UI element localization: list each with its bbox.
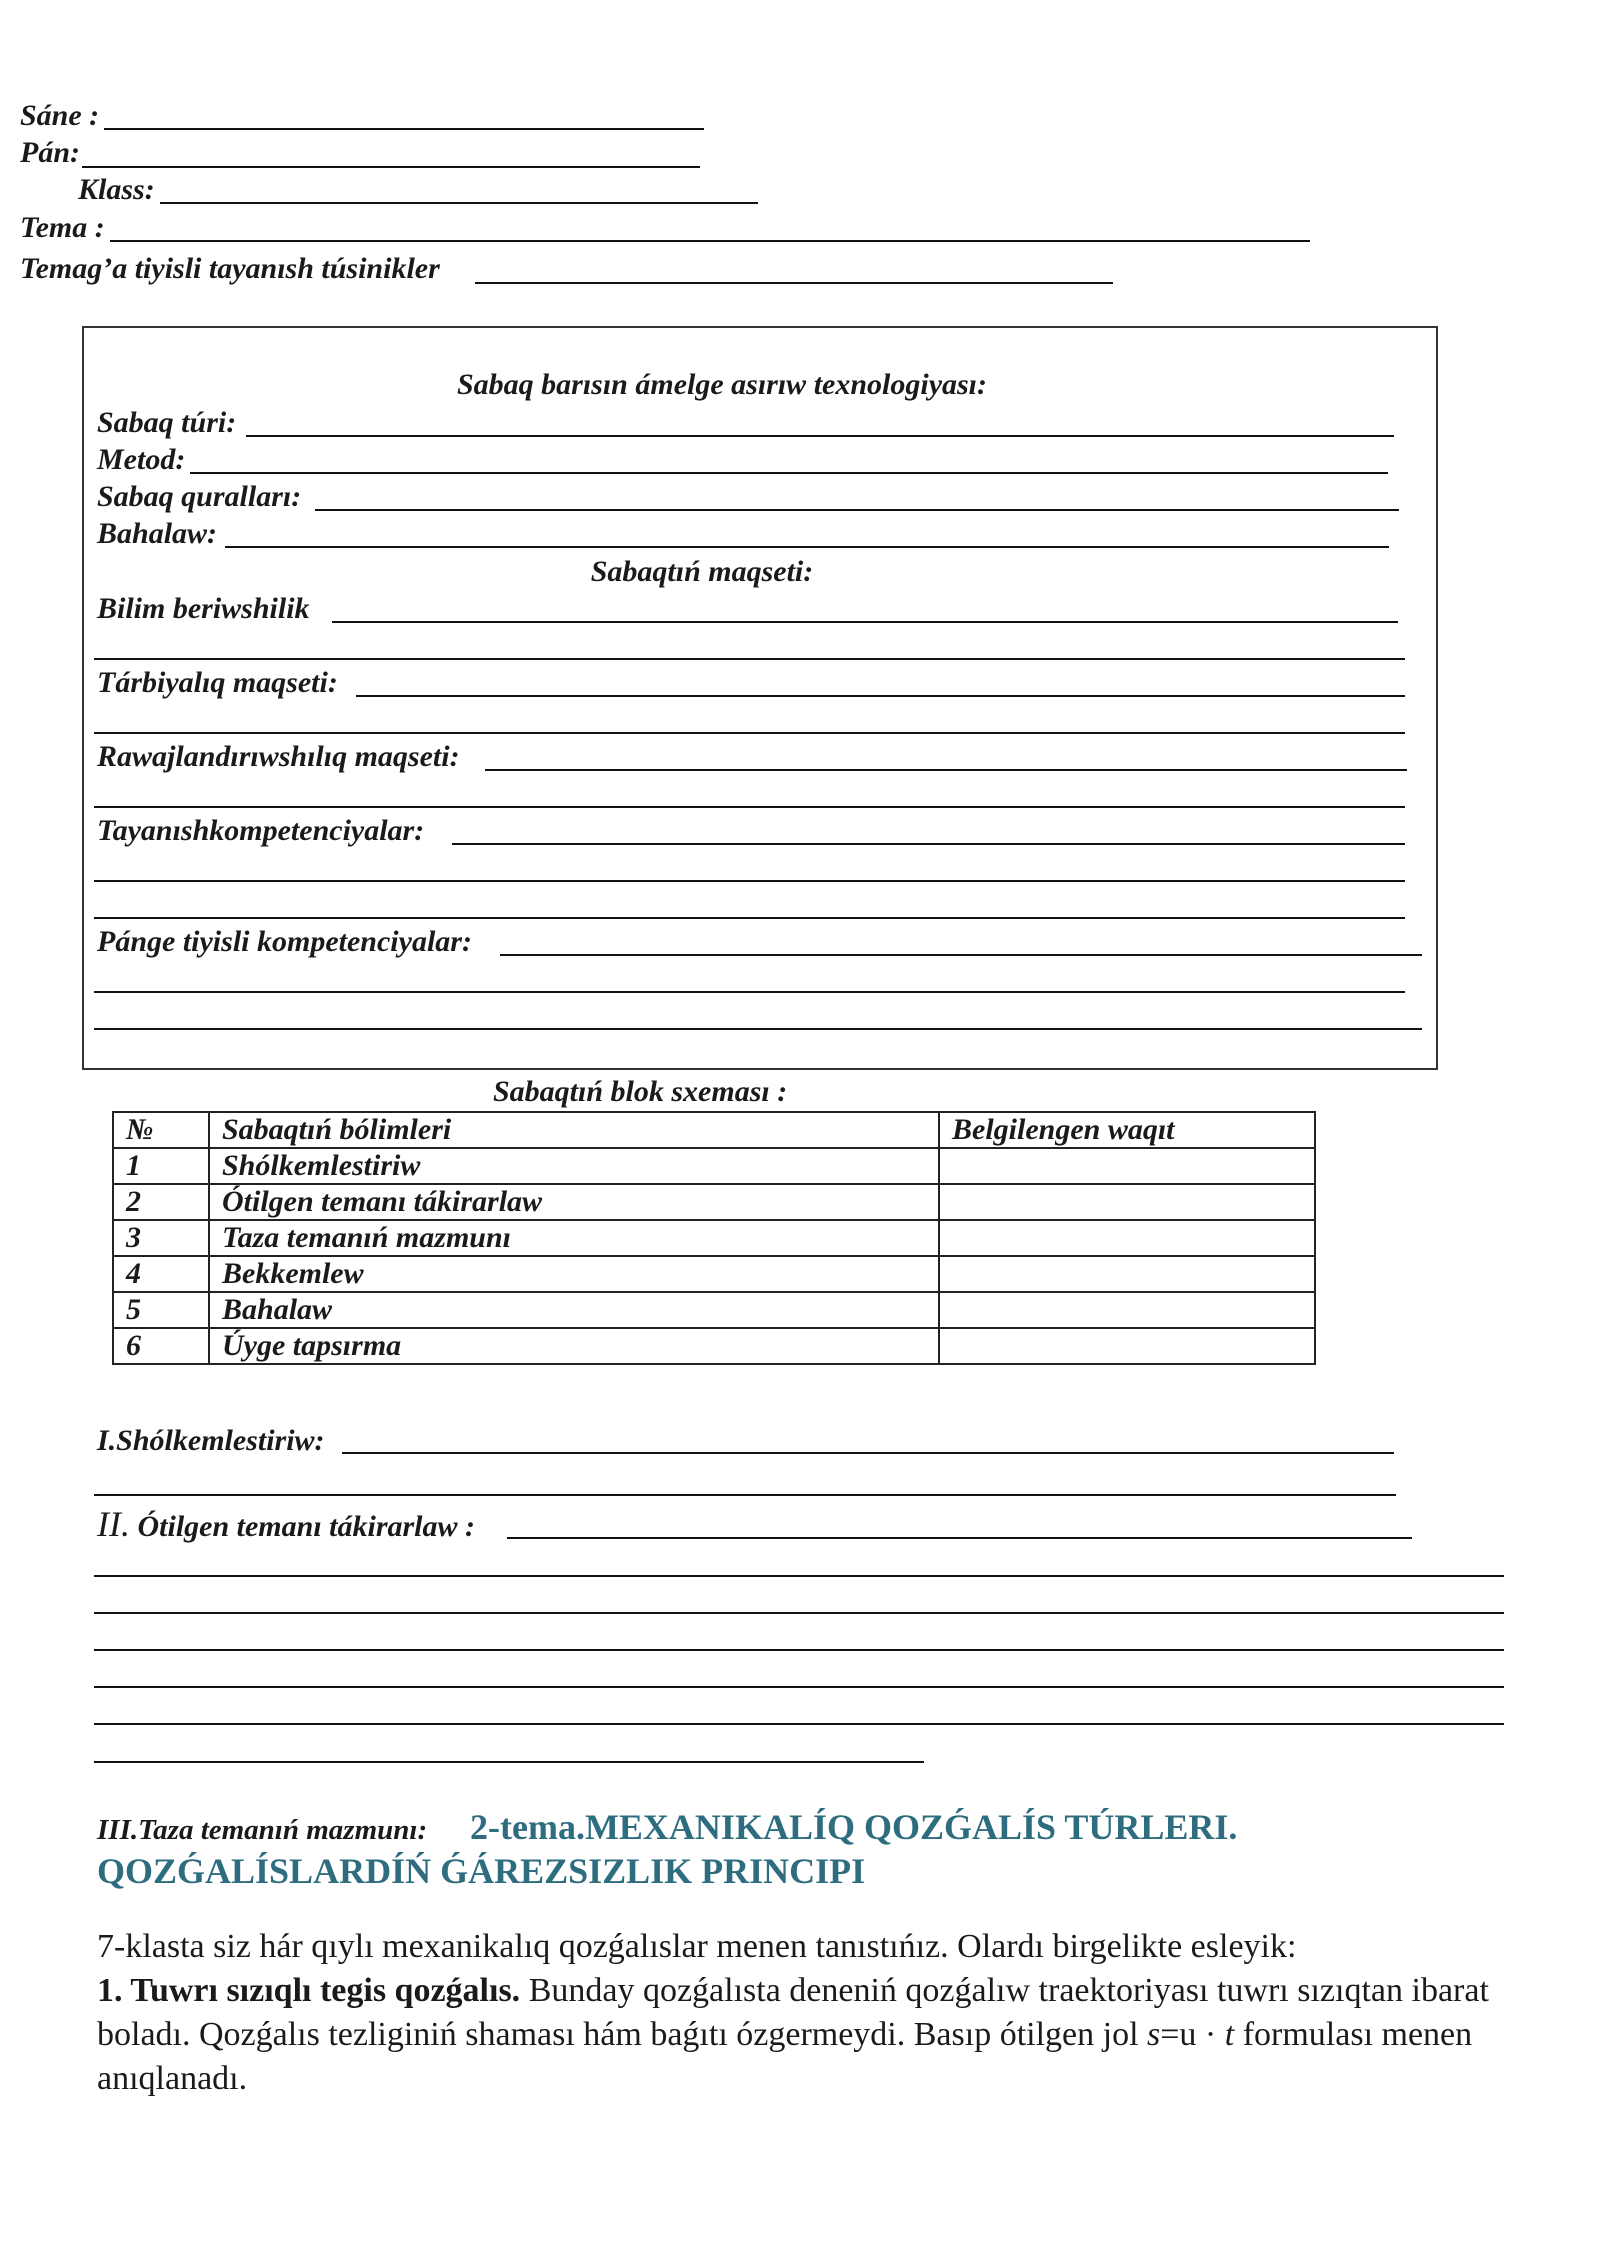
table-row: [113, 1220, 1315, 1256]
row-time[interactable]: [939, 1184, 1315, 1220]
review-line-6[interactable]: [94, 1723, 1504, 1725]
table-row: [113, 1256, 1315, 1292]
row-number: 4: [113, 1256, 209, 1292]
goal-title: Sabaqtıń maqseti:: [590, 555, 814, 588]
review-label: [97, 1504, 476, 1544]
review-line-5[interactable]: [94, 1686, 1504, 1688]
row-section: Taza temanıń mazmunı: [209, 1220, 939, 1256]
row-section: Bekkemlew: [209, 1256, 939, 1292]
formula-mid: =u ·: [1160, 2016, 1225, 2053]
row-number: 6: [113, 1328, 209, 1364]
review-text: Ótilgen temanı tákirarlaw :: [129, 1510, 476, 1543]
assessment-label: Bahalaw:: [97, 517, 218, 550]
educational-goal-line[interactable]: [332, 621, 1398, 623]
lesson-tools-label: Sabaq quralları:: [97, 480, 302, 513]
table-row: [113, 1184, 1315, 1220]
core-competencies-label: Tayanıshkompetenciyalar:: [97, 814, 425, 847]
subject-label: Pán:: [20, 136, 80, 169]
subject-competencies-label: Pánge tiyisli kompetenciyalar:: [97, 925, 472, 958]
formula-tail: formulası menen anıqlanadı.: [97, 2016, 1473, 2097]
table-header-row: [113, 1112, 1315, 1148]
review-line-3[interactable]: [94, 1612, 1504, 1614]
row-section: Bahalaw: [209, 1292, 939, 1328]
developmental-goal-label: Rawajlandırıwshılıq maqseti:: [97, 740, 460, 773]
assessment-line[interactable]: [225, 546, 1389, 548]
header-sections: Sabaqtıń bólimleri: [209, 1112, 939, 1148]
row-section: Úyge tapsırma: [209, 1328, 939, 1364]
body-text: [97, 1925, 1517, 2101]
developmental-goal-line[interactable]: [485, 769, 1407, 771]
topic-line[interactable]: [110, 240, 1310, 242]
plan-title: Sabaq barısın ámelge asırıw texnologiyası:: [456, 368, 988, 401]
lesson-tools-line[interactable]: [315, 509, 1399, 511]
organization-line-2[interactable]: [94, 1494, 1396, 1496]
review-line-4[interactable]: [94, 1649, 1504, 1651]
topic-heading-line-1: 2-tema.MEXANIKALÍQ QOZǴALÍS TÚRLERI.: [470, 1807, 1238, 1847]
new-topic-label: III.Taza temanıń mazmunı:: [97, 1814, 428, 1846]
header-number: №: [113, 1112, 209, 1148]
method-label: Metod:: [97, 443, 186, 476]
intro-paragraph: 7-klasta siz hár qıylı mexanikalıq qozǵalıslar menen tanıstıńız. Olardı birgelikte esleyik:: [97, 1928, 1297, 1965]
row-time[interactable]: [939, 1292, 1315, 1328]
row-time[interactable]: [939, 1256, 1315, 1292]
block-scheme-table: [112, 1111, 1316, 1365]
core-competencies-line-2[interactable]: [94, 880, 1405, 882]
date-label: Sáne :: [20, 99, 100, 132]
topic-heading-line-2: QOZǴALÍSLARDÍŃ ǴÁREZSIZLIK PRINCIPI: [97, 1851, 866, 1891]
row-number: 5: [113, 1292, 209, 1328]
subject-competencies-line-2[interactable]: [94, 991, 1405, 993]
class-line[interactable]: [160, 202, 758, 204]
topic-label: Tema :: [20, 211, 105, 244]
organization-label: I.Shólkemlestiriw:: [97, 1424, 325, 1457]
table-row: [113, 1328, 1315, 1364]
method-line[interactable]: [190, 472, 1388, 474]
subject-competencies-line[interactable]: [500, 954, 1422, 956]
organization-line[interactable]: [342, 1452, 1394, 1454]
lesson-type-label: Sabaq túri:: [97, 406, 237, 439]
developmental-goal-line-2[interactable]: [94, 806, 1405, 808]
review-line[interactable]: [507, 1537, 1412, 1539]
row-time[interactable]: [939, 1148, 1315, 1184]
subject-competencies-line-3[interactable]: [94, 1028, 1422, 1030]
class-label: Klass:: [78, 173, 155, 206]
core-competencies-line-3[interactable]: [94, 917, 1405, 919]
key-concepts-line[interactable]: [475, 282, 1113, 284]
review-numeral: II.: [97, 1504, 130, 1544]
subject-line[interactable]: [82, 166, 700, 168]
educational-goal-line-2[interactable]: [94, 658, 1405, 660]
table-row: [113, 1292, 1315, 1328]
review-line-7[interactable]: [94, 1761, 924, 1763]
row-time[interactable]: [939, 1328, 1315, 1364]
row-section: Shólkemlestiriw: [209, 1148, 939, 1184]
row-number: 1: [113, 1148, 209, 1184]
date-line[interactable]: [104, 128, 704, 130]
table-row: [113, 1148, 1315, 1184]
educational-goal-label: Bilim beriwshilik: [97, 592, 310, 625]
uniform-motion-heading: 1. Tuwrı sızıqlı tegis qozǵalıs.: [97, 1972, 521, 2009]
row-number: 2: [113, 1184, 209, 1220]
review-line-2[interactable]: [94, 1575, 1504, 1577]
lesson-type-line[interactable]: [246, 435, 1394, 437]
block-scheme-title: Sabaqtıń blok sxeması :: [493, 1075, 788, 1108]
formula-s: s: [1147, 2016, 1161, 2053]
key-concepts-label: Temag’a tiyisli tayanısh túsinikler: [20, 252, 440, 285]
row-number: 3: [113, 1220, 209, 1256]
uniform-motion-paragraph: [97, 1969, 1517, 2101]
formula-t: t: [1224, 2016, 1235, 2053]
upbringing-goal-label: Tárbiyalıq maqseti:: [97, 666, 338, 699]
upbringing-goal-line-2[interactable]: [94, 732, 1405, 734]
header-time: Belgilengen waqıt: [939, 1112, 1315, 1148]
row-time[interactable]: [939, 1220, 1315, 1256]
upbringing-goal-line[interactable]: [356, 695, 1405, 697]
row-section: Ótilgen temanı tákirarlaw: [209, 1184, 939, 1220]
uniform-motion-text: Bunday qozǵalısta deneniń qozǵalıw traektoriyası tuwrı sızıqtan ibarat boladı. Qozǵalıs tezliginiń shaması hám baǵıtı ózgermeydi. Basıp ótilgen jol: [97, 1972, 1489, 2053]
core-competencies-line[interactable]: [452, 843, 1405, 845]
